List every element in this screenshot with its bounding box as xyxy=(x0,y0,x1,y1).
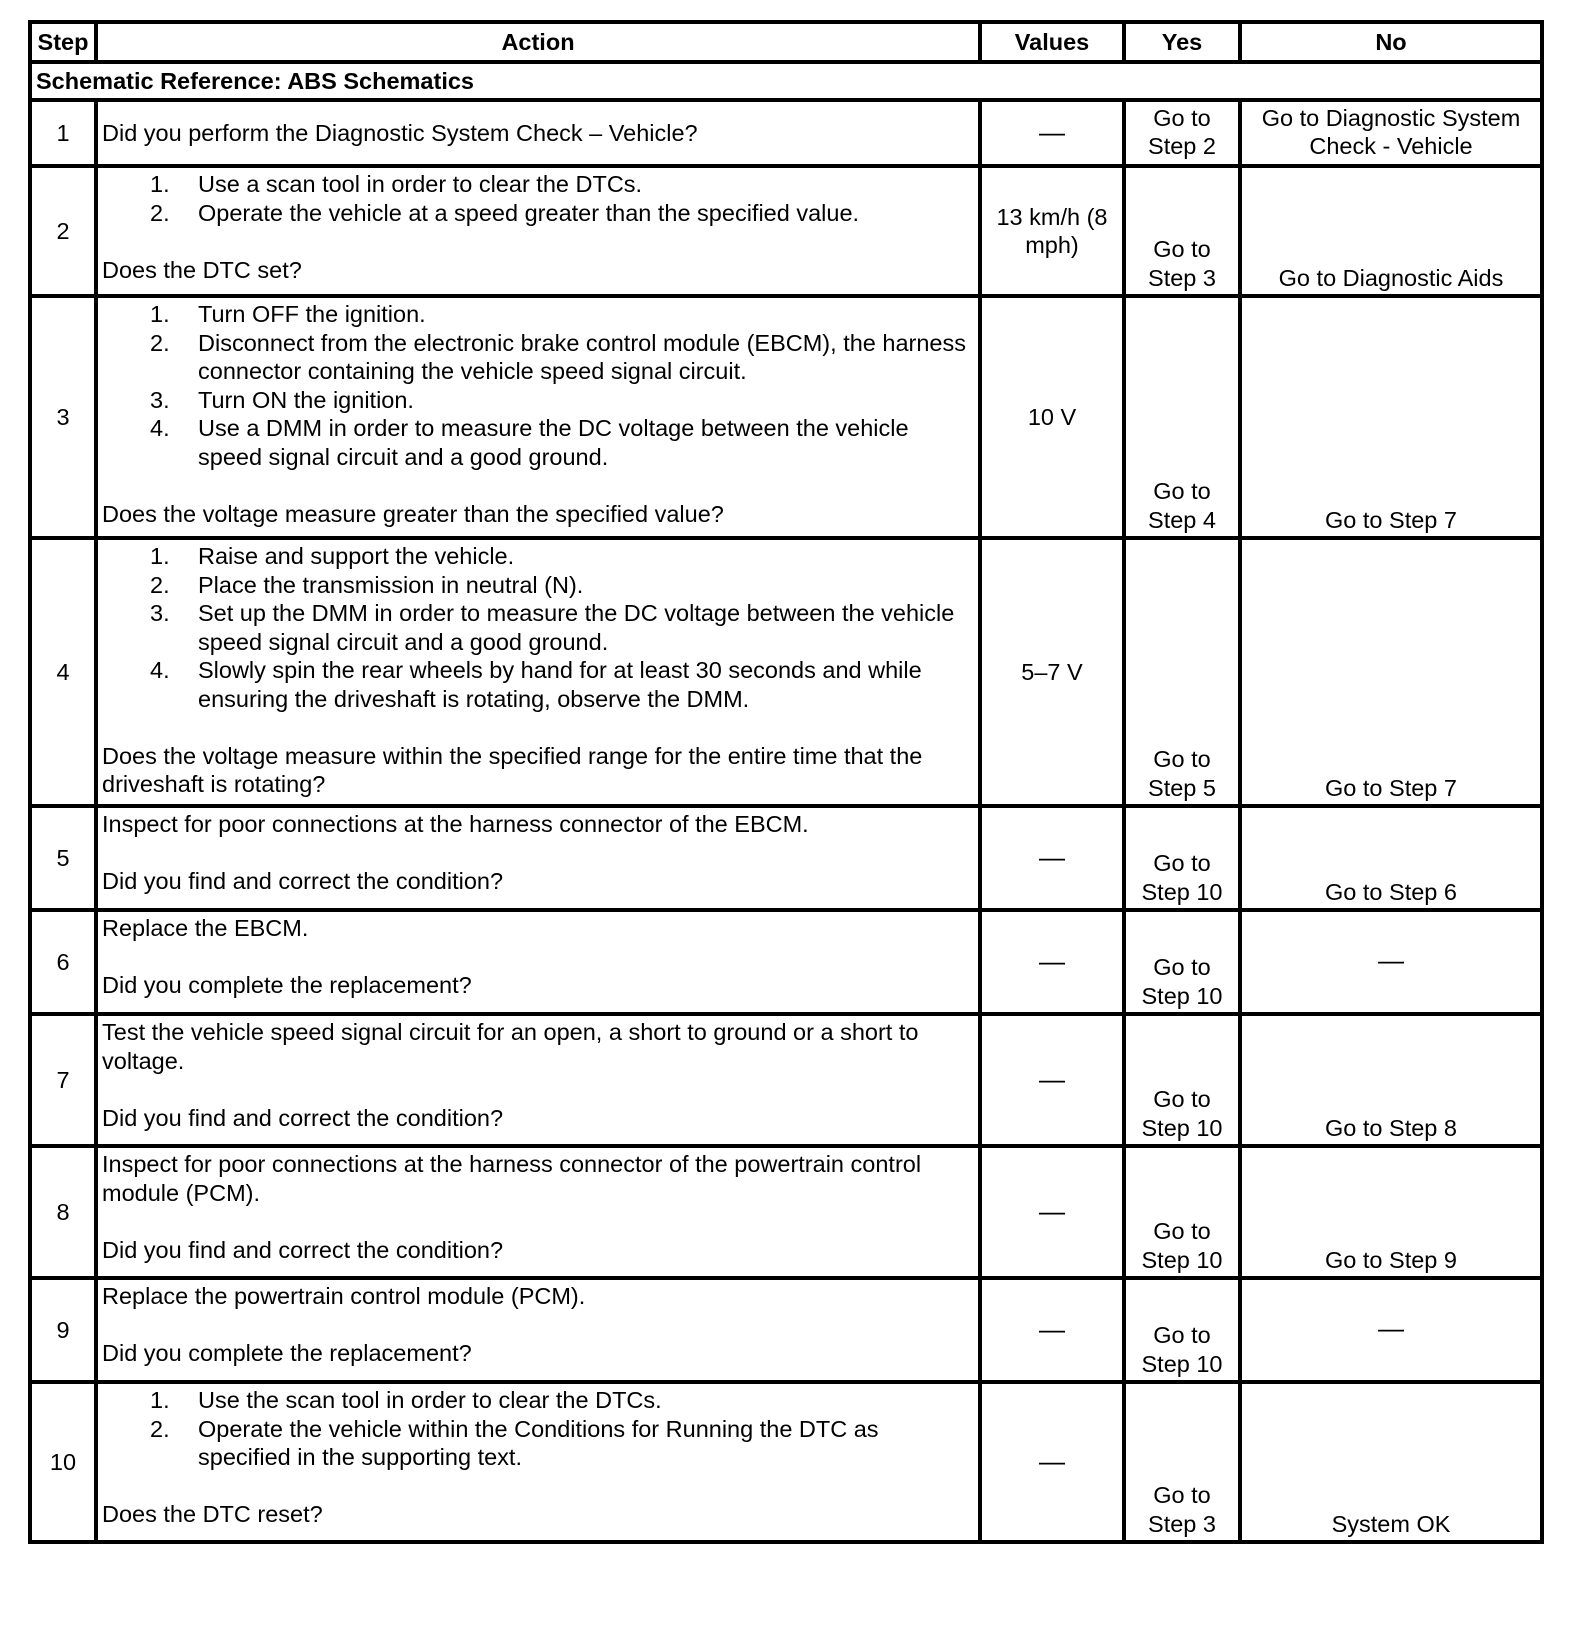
value-cell xyxy=(980,538,1124,806)
action-item-text: Slowly spin the rear wheels by hand for at least 30 seconds and while ensuring the driveshaft is rotating, observe the DMM. xyxy=(198,657,922,712)
step-number: 4 xyxy=(30,538,96,806)
header-values: Values xyxy=(980,22,1124,62)
step-number: 6 xyxy=(30,910,96,1014)
specified-value: 5–7 V xyxy=(1021,658,1083,685)
action-item-text: Use a scan tool in order to clear the DTCs. xyxy=(198,171,643,197)
no-action: Go to Step 7 xyxy=(1240,296,1542,538)
yes-action: Go to Step 10 xyxy=(1124,1278,1240,1382)
no-action xyxy=(1240,910,1542,1014)
action-item-number: 2. xyxy=(150,329,170,356)
yes-action: Go to Step 4 xyxy=(1124,296,1240,538)
action-question: Does the DTC reset? xyxy=(102,1501,323,1527)
action-item-number: 2. xyxy=(150,571,170,598)
action-item-number: 4. xyxy=(150,657,170,683)
schematic-reference-row xyxy=(30,62,1542,100)
action-list-item xyxy=(102,1415,974,1472)
action-question: Did you find and correct the condition? xyxy=(102,1236,504,1263)
action-instruction: Inspect for poor connections at the harness connector of the powertrain control module (PCM). xyxy=(102,1151,922,1206)
value-dash: — xyxy=(1039,1446,1065,1477)
yes-action: Go to Step 2 xyxy=(1124,100,1240,166)
action-list-item xyxy=(102,199,974,228)
action-list-item xyxy=(102,300,974,329)
yes-action: Go to Step 3 xyxy=(1124,1382,1240,1542)
action-item-text: Disconnect from the electronic brake control module (EBCM), the harness connector containing the vehicle speed signal circuit. xyxy=(198,329,966,384)
yes-action: Go to Step 3 xyxy=(1124,166,1240,296)
action-cell xyxy=(96,910,980,1014)
action-item-number: 3. xyxy=(150,386,170,413)
value-dash: — xyxy=(1039,1314,1065,1345)
action-cell xyxy=(96,1014,980,1146)
action-item-text: Raise and support the vehicle. xyxy=(198,543,515,569)
value-dash: — xyxy=(1039,1196,1065,1227)
table-row xyxy=(30,296,1542,538)
value-cell xyxy=(980,910,1124,1014)
action-item-text: Use a DMM in order to measure the DC voltage between the vehicle speed signal circuit and a good ground. xyxy=(198,415,909,470)
value-dash: — xyxy=(1039,1064,1065,1095)
action-instruction: Inspect for poor connections at the harness connector of the EBCM. xyxy=(102,811,809,837)
table-row xyxy=(30,1382,1542,1542)
action-item-number: 1. xyxy=(150,171,170,197)
value-dash: — xyxy=(1039,117,1065,148)
action-item-number: 1. xyxy=(150,1387,170,1413)
action-question: Did you complete the replacement? xyxy=(102,1340,472,1366)
schematic-reference: Schematic Reference: ABS Schematics xyxy=(30,62,1542,100)
step-number: 2 xyxy=(30,166,96,296)
action-list xyxy=(102,542,974,713)
action-list-item xyxy=(102,414,974,471)
step-number: 3 xyxy=(30,296,96,538)
action-list-item xyxy=(102,599,974,656)
header-step: Step xyxy=(30,22,96,62)
action-list-item xyxy=(102,386,974,415)
yes-action: Go to Step 10 xyxy=(1124,806,1240,910)
table-row xyxy=(30,538,1542,806)
action-list xyxy=(102,170,974,227)
action-question: Does the voltage measure greater than the specified value? xyxy=(102,500,724,527)
table-row xyxy=(30,100,1542,166)
action-cell xyxy=(96,538,980,806)
table-row xyxy=(30,166,1542,296)
step-number: 8 xyxy=(30,1146,96,1278)
action-cell xyxy=(96,806,980,910)
step-number: 7 xyxy=(30,1014,96,1146)
no-action xyxy=(1240,1278,1542,1382)
header-action: Action xyxy=(96,22,980,62)
action-instruction: Did you perform the Diagnostic System Check – Vehicle? xyxy=(102,119,698,146)
action-item-text: Place the transmission in neutral (N). xyxy=(198,571,584,598)
yes-action: Go to Step 5 xyxy=(1124,538,1240,806)
action-item-text: Turn OFF the ignition. xyxy=(198,301,426,327)
action-item-text: Operate the vehicle at a speed greater than the specified value. xyxy=(198,199,860,226)
action-item-number: 3. xyxy=(150,600,170,626)
specified-value: 10 V xyxy=(1027,403,1077,430)
header-no: No xyxy=(1240,22,1542,62)
step-number: 5 xyxy=(30,806,96,910)
specified-value: 13 km/h (8 mph) xyxy=(996,203,1108,258)
table-row xyxy=(30,806,1542,910)
value-dash: — xyxy=(1039,842,1065,873)
no-action-dash: — xyxy=(1378,945,1404,976)
action-question: Does the voltage measure within the specified range for the entire time that the driveshaft is rotating? xyxy=(102,742,923,797)
table-row xyxy=(30,1014,1542,1146)
action-list-item xyxy=(102,542,974,571)
action-cell xyxy=(96,166,980,296)
yes-action: Go to Step 10 xyxy=(1124,1014,1240,1146)
no-action: Go to Step 8 xyxy=(1240,1014,1542,1146)
value-cell xyxy=(980,166,1124,296)
action-list-item xyxy=(102,1386,974,1415)
action-item-text: Turn ON the ignition. xyxy=(198,386,414,413)
action-cell xyxy=(96,100,980,166)
action-item-text: Use the scan tool in order to clear the DTCs. xyxy=(198,1387,662,1413)
action-list xyxy=(102,1386,974,1472)
action-question: Does the DTC set? xyxy=(102,256,302,283)
no-action: Go to Diagnostic System Check - Vehicle xyxy=(1240,100,1542,166)
value-cell xyxy=(980,100,1124,166)
action-cell xyxy=(96,1146,980,1278)
yes-action: Go to Step 10 xyxy=(1124,910,1240,1014)
action-cell xyxy=(96,1382,980,1542)
action-list-item xyxy=(102,571,974,600)
value-cell xyxy=(980,1146,1124,1278)
table-row xyxy=(30,1146,1542,1278)
action-item-number: 2. xyxy=(150,1415,170,1442)
action-cell xyxy=(96,296,980,538)
step-number: 1 xyxy=(30,100,96,166)
no-action: Go to Diagnostic Aids xyxy=(1240,166,1542,296)
action-item-number: 1. xyxy=(150,301,170,327)
no-action: System OK xyxy=(1240,1382,1542,1542)
action-instruction: Test the vehicle speed signal circuit for an open, a short to ground or a short to voltage. xyxy=(102,1019,919,1074)
value-cell xyxy=(980,1014,1124,1146)
value-cell xyxy=(980,1278,1124,1382)
action-list xyxy=(102,300,974,471)
action-question: Did you find and correct the condition? xyxy=(102,868,504,894)
action-question: Did you complete the replacement? xyxy=(102,972,472,998)
action-item-text: Operate the vehicle within the Conditions for Running the DTC as specified in the supporting text. xyxy=(198,1415,879,1470)
value-cell xyxy=(980,1382,1124,1542)
header-yes: Yes xyxy=(1124,22,1240,62)
value-cell xyxy=(980,296,1124,538)
action-item-number: 4. xyxy=(150,415,170,441)
no-action: Go to Step 9 xyxy=(1240,1146,1542,1278)
yes-action: Go to Step 10 xyxy=(1124,1146,1240,1278)
table-row xyxy=(30,910,1542,1014)
action-list-item xyxy=(102,656,974,713)
step-number: 9 xyxy=(30,1278,96,1382)
action-item-number: 1. xyxy=(150,543,170,569)
action-cell xyxy=(96,1278,980,1382)
step-number: 10 xyxy=(30,1382,96,1542)
action-list-item xyxy=(102,170,974,199)
action-item-text: Set up the DMM in order to measure the DC voltage between the vehicle speed signal circuit and a good ground. xyxy=(198,600,955,655)
no-action: Go to Step 7 xyxy=(1240,538,1542,806)
value-dash: — xyxy=(1039,946,1065,977)
action-list-item xyxy=(102,329,974,386)
action-instruction: Replace the EBCM. xyxy=(102,915,309,941)
table-row xyxy=(30,1278,1542,1382)
value-cell xyxy=(980,806,1124,910)
no-action-dash: — xyxy=(1378,1313,1404,1344)
action-instruction: Replace the powertrain control module (PCM). xyxy=(102,1283,586,1309)
diagnostic-table xyxy=(28,20,1544,1544)
action-question: Did you find and correct the condition? xyxy=(102,1104,504,1131)
action-item-number: 2. xyxy=(150,199,170,226)
no-action: Go to Step 6 xyxy=(1240,806,1542,910)
header-row xyxy=(30,22,1542,62)
